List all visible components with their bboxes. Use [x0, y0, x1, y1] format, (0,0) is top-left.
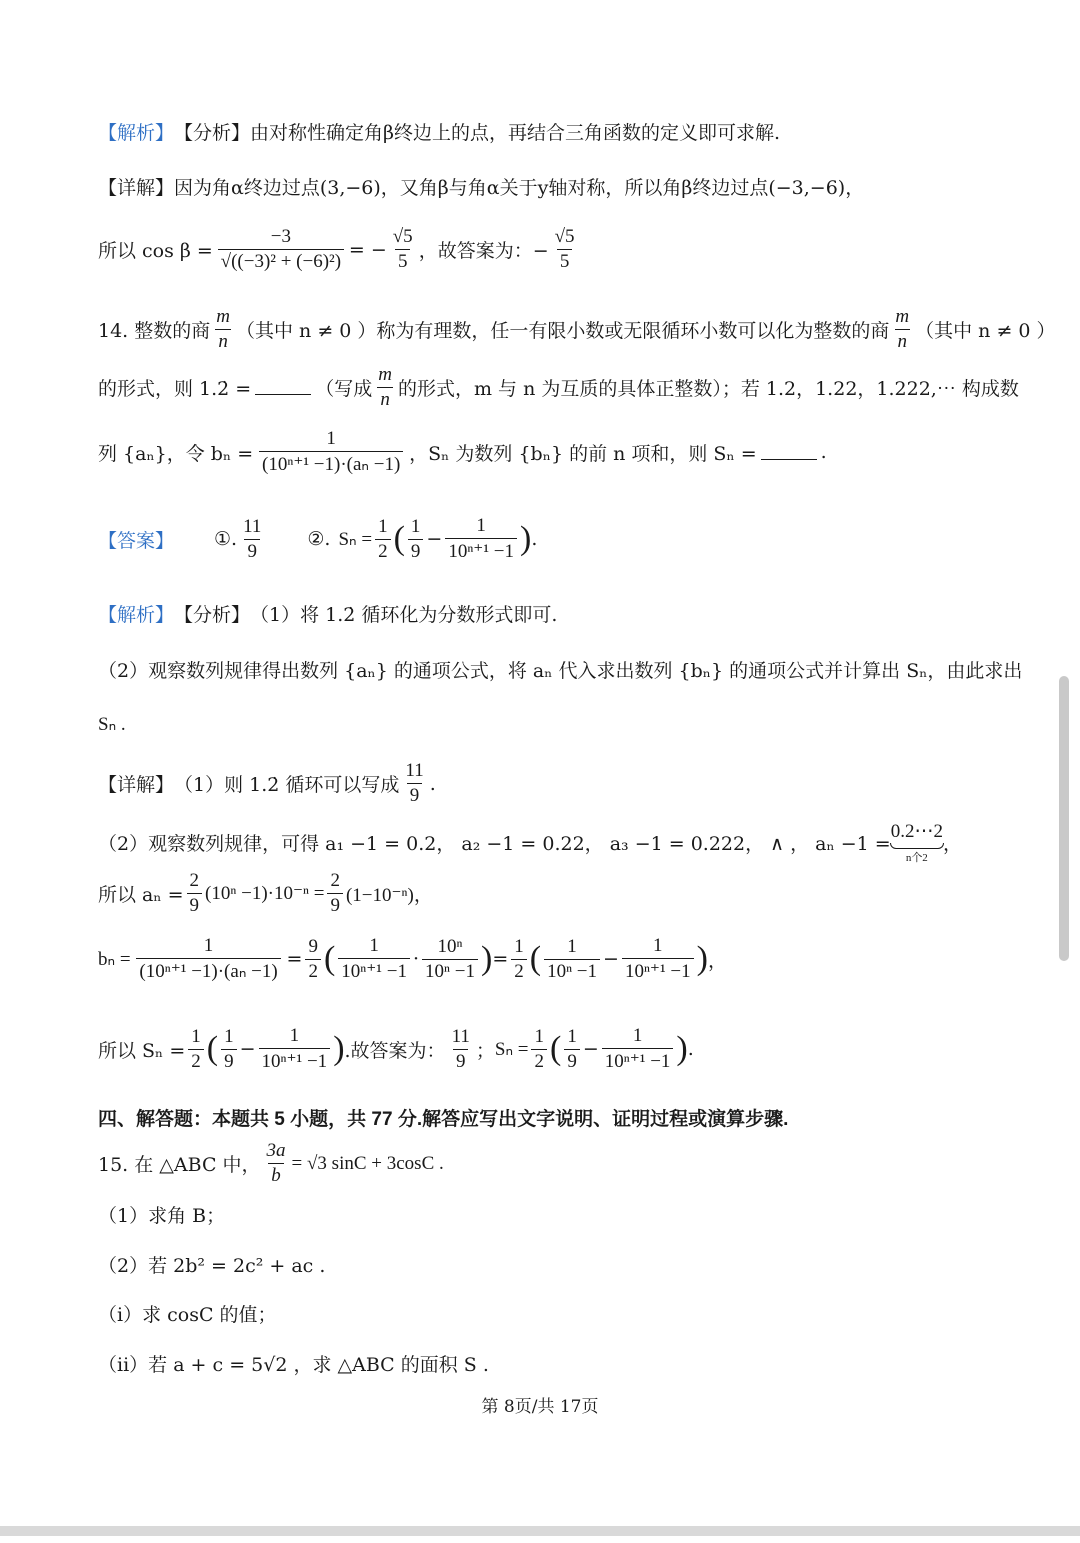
- d4-lparen-1: (: [323, 940, 336, 977]
- d4-f2-num: 10ⁿ: [437, 935, 463, 957]
- p14-d5-c: ；: [475, 1039, 495, 1062]
- p14-d2-a: （2）观察数列规律，可得 a₁ −1 = 0.2， a₂ −1 = 0.22， a₃ −1 = 0.222， ∧ ， aₙ −1 =: [98, 833, 891, 855]
- d5-tail2-den: 10ⁿ⁺¹ −1: [602, 1048, 674, 1073]
- d4-f4-den: 10ⁿ⁺¹ −1: [622, 958, 694, 983]
- xiangjie-tag-2: 【详解】: [98, 774, 175, 796]
- n-var-2: n: [895, 329, 911, 353]
- d1-fraction: [402, 760, 426, 807]
- d4-half-den: 2: [511, 959, 527, 983]
- underbrace: [891, 820, 943, 865]
- d4-f3-num: 1: [567, 935, 577, 957]
- cos-fraction: [216, 226, 346, 273]
- bn-fraction: [256, 428, 406, 476]
- ans2-expr: Sₙ =: [338, 528, 373, 550]
- d4-half-num: 1: [514, 935, 524, 957]
- d4-f1-den: 10ⁿ⁺¹ −1: [338, 958, 410, 983]
- p14-l3-a: 列 {aₙ}，令 bₙ =: [98, 442, 254, 465]
- d5-half: [188, 1026, 204, 1073]
- ans2-tail-num: 1: [476, 515, 486, 536]
- d5-ans1: [449, 1026, 473, 1073]
- p14-l2-a: 的形式，则 1.2̇ =: [98, 378, 252, 400]
- d4-eq-1: =: [286, 948, 303, 970]
- p14-d5-b: .故答案为：: [344, 1039, 446, 1062]
- d4-f1-num: 1: [369, 935, 379, 956]
- d5-ninth-num: 1: [224, 1025, 234, 1047]
- d4-main-den: (10ⁿ⁺¹ −1)·(aₙ −1): [136, 958, 280, 983]
- p14-question-line3: [98, 428, 827, 476]
- page-footer: 第 8页/共 17页: [481, 1397, 599, 1417]
- d4-rparen-1: ): [480, 940, 493, 977]
- d3-frac-2: [327, 870, 343, 917]
- d4-nine-half: [305, 936, 321, 983]
- p14-q-c: （其中 n ≠ 0 ）: [915, 320, 1056, 342]
- ans2-ninth-den: 9: [408, 539, 424, 563]
- left-paren: (: [393, 520, 405, 557]
- n-var-3: n: [377, 387, 393, 411]
- m-var: m: [216, 306, 230, 327]
- answer-num: √5: [554, 226, 575, 247]
- p13-detail-text: 因为角α终边过点(3,−6)，又角β与角α关于y轴对称，所以角β终边过点(−3,−6)，: [174, 177, 865, 199]
- d4-two: 2: [305, 959, 321, 983]
- cos-denominator: √((−3)² + (−6)²): [218, 249, 344, 273]
- p14-detail-line2: [98, 820, 962, 865]
- ans2-ninth-num: 1: [410, 515, 421, 537]
- answer-prefix: ，故答案为：−: [418, 240, 549, 262]
- p14-analysis-line1: [98, 600, 557, 627]
- p14-analysis-line3: [98, 713, 126, 736]
- d4-f4-num: 1: [653, 935, 663, 956]
- p14-d5-d: Sₙ =: [494, 1038, 529, 1060]
- cos-prefix: 所以 cos β =: [98, 240, 213, 262]
- d4-eq-2: =: [492, 948, 509, 970]
- p14-q-b: （其中 n ≠ 0 ）称为有理数，任一有限小数或无限循环小数可以化为整数的商: [236, 320, 890, 342]
- d4-frac-1: [338, 935, 410, 983]
- d3-frac-2-num: 2: [330, 870, 340, 891]
- d4-frac-2: [422, 936, 478, 983]
- p14-detail-line5: [98, 1025, 694, 1073]
- d4-frac-4: [622, 935, 694, 983]
- vertical-scrollbar[interactable]: [1059, 676, 1069, 961]
- p14-d3-a: 所以 aₙ =: [98, 884, 184, 906]
- ans2-label: ②.: [307, 528, 331, 550]
- p14-detail-line1: [98, 760, 436, 807]
- d4-f2-den: 10ⁿ −1: [422, 959, 478, 983]
- ans1-label: ①.: [214, 528, 238, 550]
- ans2-half-den: 2: [375, 539, 391, 563]
- d5-ninth: [221, 1026, 237, 1073]
- p15-q-b: = √3 sinC + 3cosC .: [291, 1152, 444, 1174]
- ans2-half: [375, 516, 391, 563]
- p14-analysis-line2: [98, 656, 1022, 683]
- p14-d5-a: 所以 Sₙ =: [98, 1039, 186, 1062]
- p14-analysis-1: （1）将 1.2̇ 循环化为分数形式即可.: [250, 604, 558, 626]
- d5-half-num: 1: [191, 1025, 201, 1047]
- cos-result-den: 5: [395, 249, 411, 273]
- d5-ninth2-den: 9: [564, 1049, 580, 1073]
- p15-fraction: [264, 1140, 289, 1187]
- underbrace-label: n个2: [905, 852, 928, 864]
- d5-minus-2: −: [582, 1038, 599, 1060]
- d1-end: .: [429, 772, 436, 795]
- ans1-fraction: [240, 516, 264, 563]
- p15-q-a: 15. 在 △ABC 中，: [98, 1154, 261, 1176]
- cos-result-num: √5: [392, 226, 413, 247]
- right-paren: ): [520, 520, 532, 557]
- p14-q-a: 14. 整数的商: [98, 320, 211, 342]
- d5-tail-den: 10ⁿ⁺¹ −1: [259, 1048, 331, 1073]
- d4-main-num: 1: [203, 935, 214, 956]
- d4-frac-3: [544, 936, 600, 983]
- p14-detail-line4: [98, 935, 727, 983]
- underbrace-top: 0.2⋯2: [890, 821, 943, 842]
- answer-blank-2[interactable]: [761, 445, 817, 460]
- p13-cos-line: [98, 226, 581, 273]
- d4-main-fraction: [134, 935, 284, 983]
- ans2-minus: −: [426, 528, 443, 550]
- p14-l3-end: .: [820, 441, 827, 463]
- d5-ans1-den: 9: [453, 1049, 469, 1073]
- d4-nine: 9: [308, 935, 318, 957]
- d5-tail-num: 1: [289, 1025, 300, 1046]
- d5-tail: [259, 1025, 331, 1073]
- p14-detail-line3: [98, 870, 433, 917]
- p13-analysis-text: 由对称性确定角β终边上的点，再结合三角函数的定义即可求解.: [250, 122, 781, 144]
- cos-result-fraction: [390, 226, 416, 273]
- p14-l2-c: 的形式，m 与 n 为互质的具体正整数）；若 1.2，1.22，1.222,⋯ 构成数: [397, 378, 1019, 400]
- ans2-tail: [445, 515, 517, 563]
- p14-d3-c: (1−10⁻ⁿ)，: [345, 885, 433, 906]
- m-over-n-fraction: [213, 306, 233, 353]
- p13-analysis-line: [98, 118, 780, 145]
- m-over-n-fraction-3: [375, 364, 395, 411]
- fenxi-tag-2: 【分析】: [174, 604, 251, 626]
- cos-numerator: −3: [270, 226, 291, 247]
- p14-question-line2: [98, 364, 1019, 411]
- daan-tag: 【答案】: [98, 530, 175, 552]
- ans2-half-num: 1: [378, 515, 388, 537]
- d5-ninth-2: [564, 1026, 580, 1073]
- p14-d4-a: bₙ =: [98, 948, 131, 970]
- p14-d1-a: （1）则 1.2̇ 循环可以写成: [174, 774, 400, 796]
- bn-den: (10ⁿ⁺¹ −1)·(aₙ −1): [259, 451, 403, 476]
- ans2-end: .: [531, 528, 538, 550]
- ans1-den: 9: [244, 539, 260, 563]
- d5-half-den: 2: [188, 1049, 204, 1073]
- xiangjie-tag: 【详解】: [98, 177, 175, 199]
- ans2-tail-den: 10ⁿ⁺¹ −1: [445, 538, 517, 563]
- jiexi-tag: 【解析】: [98, 123, 175, 144]
- d3-frac-2-den: 9: [327, 893, 343, 917]
- horizontal-scroll-track[interactable]: [0, 1526, 1080, 1536]
- d3-frac-1: [187, 870, 203, 917]
- n-var: n: [215, 329, 231, 353]
- d2-end: ，: [942, 833, 962, 855]
- fenxi-tag: 【分析】: [174, 122, 251, 144]
- d5-lparen: (: [206, 1030, 219, 1067]
- d4-lparen-2: (: [529, 940, 542, 977]
- d1-num: 11: [405, 760, 424, 781]
- p14-l2-b: （写成: [315, 378, 373, 400]
- p14-analysis-2b: Sₙ .: [98, 714, 126, 735]
- p14-d3-b: (10ⁿ −1)·10⁻ⁿ =: [205, 883, 325, 904]
- d3-frac-1-den: 9: [187, 893, 203, 917]
- d4-dot: ·: [412, 948, 420, 970]
- p14-analysis-2: （2）观察数列规律得出数列 {aₙ} 的通项公式，将 aₙ 代入求出数列 {bₙ} 的通项公式并计算出 Sₙ，由此求出: [98, 660, 1023, 682]
- cos-equals: = −: [348, 238, 387, 261]
- m-var-3: m: [378, 364, 392, 385]
- p15-sub1: （1）求角 B；: [98, 1205, 226, 1227]
- p15-sub2: （2）若 2b² = 2c² + ac .: [98, 1255, 326, 1277]
- d5-ninth-den: 9: [221, 1049, 237, 1073]
- ans2-ninth: [408, 516, 424, 563]
- d5-tail-2: [602, 1025, 674, 1073]
- section-heading: 四、解答题：本题共 5 小题，共 77 分.解答应写出文字说明、证明过程或演算步骤.: [98, 1109, 789, 1130]
- d4-rparen-2: ): [696, 940, 708, 977]
- p15-sub3: （i）求 cosC 的值；: [98, 1304, 277, 1326]
- p15-sub4: （ii）若 a + c = 5√2 ，求 △ABC 的面积 S .: [98, 1354, 489, 1376]
- jiexi-tag-2: 【解析】: [98, 605, 175, 626]
- d5-ninth2-num: 1: [567, 1025, 577, 1047]
- m-var-2: m: [895, 306, 910, 327]
- d3-frac-1-num: 2: [189, 870, 200, 891]
- p15-num: 3a: [266, 1140, 286, 1161]
- d5-half2-den: 2: [531, 1049, 547, 1073]
- d5-half-2: [531, 1026, 547, 1073]
- d5-end: .: [687, 1038, 694, 1060]
- d4-end: ，: [707, 949, 727, 972]
- d5-ans1-num: 11: [451, 1025, 470, 1047]
- d1-den: 9: [407, 783, 423, 807]
- bn-num: 1: [326, 428, 336, 449]
- p15-den: b: [268, 1163, 284, 1187]
- d4-minus: −: [603, 948, 619, 970]
- p14-answer-line: [98, 515, 537, 563]
- m-over-n-fraction-2: [892, 306, 912, 353]
- d5-lparen-2: (: [549, 1030, 562, 1067]
- answer-blank-1[interactable]: [255, 380, 311, 395]
- answer-den: 5: [557, 249, 573, 273]
- answer-fraction: [552, 226, 578, 273]
- p13-detail-line: [98, 173, 864, 200]
- ans1-num: 11: [243, 515, 262, 537]
- d5-half2-num: 1: [534, 1025, 544, 1047]
- p14-l3-b: ，Sₙ 为数列 {bₙ} 的前 n 项和，则 Sₙ =: [409, 442, 757, 465]
- d4-f3-den: 10ⁿ −1: [544, 959, 600, 983]
- d5-rparen: ): [333, 1030, 345, 1067]
- d5-minus: −: [239, 1038, 256, 1060]
- p14-question-line1: [98, 306, 1056, 353]
- d5-rparen-2: ): [676, 1030, 688, 1067]
- d4-half: [511, 936, 527, 983]
- d5-tail2-num: 1: [632, 1025, 643, 1046]
- p15-question-line: [98, 1140, 444, 1187]
